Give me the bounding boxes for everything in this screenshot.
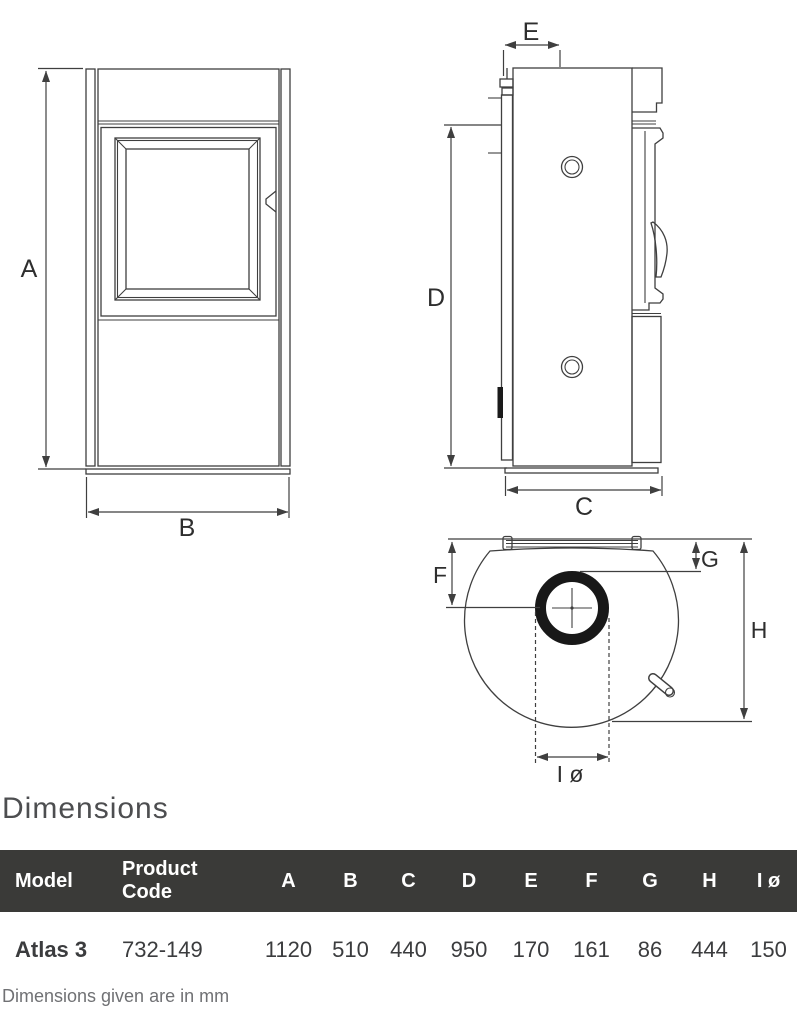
- side-body: [513, 68, 632, 466]
- front-door-handle: [266, 191, 276, 212]
- front-view-drawing: [21, 69, 290, 543]
- cell-d: 950: [450, 937, 488, 962]
- side-base-plate: [505, 468, 658, 473]
- side-back-panel: [502, 95, 513, 460]
- page-title: Dimensions: [2, 792, 169, 825]
- col-header-model: Model: [15, 869, 73, 892]
- side-hinge: [498, 387, 504, 418]
- cell-i-diameter: 150: [750, 937, 787, 962]
- cell-h: 444: [691, 937, 728, 962]
- side-door-profile: [632, 128, 663, 310]
- col-header-d: D: [461, 869, 477, 892]
- dim-label-B: B: [178, 514, 196, 542]
- dim-label-I-diameter: I ø: [556, 761, 584, 787]
- dim-label-A: A: [20, 255, 38, 283]
- front-right-panel: [281, 69, 290, 466]
- cell-e: 170: [512, 937, 550, 962]
- table-row: [0, 912, 797, 988]
- window-glass: [126, 149, 249, 289]
- dim-label-G: G: [701, 546, 719, 572]
- side-door-handle: [651, 222, 667, 277]
- dim-label-H: H: [750, 617, 768, 643]
- col-header-e: E: [524, 869, 538, 892]
- col-header-g: G: [642, 869, 658, 892]
- side-bottom-panel: [632, 317, 661, 463]
- front-door: [101, 128, 276, 317]
- table-header-row: [0, 850, 797, 912]
- front-base-plate: [86, 469, 290, 474]
- col-header-i-diameter: I ø: [756, 869, 781, 892]
- spec-table: [0, 850, 797, 988]
- cell-model: Atlas 3: [15, 937, 88, 962]
- col-header-c: C: [401, 869, 416, 892]
- front-left-panel: [86, 69, 95, 466]
- col-header-f: F: [585, 869, 598, 892]
- dim-label-C: C: [574, 493, 594, 521]
- col-header-h: H: [702, 869, 717, 892]
- window-outer-frame: [115, 138, 260, 300]
- cell-c: 440: [390, 937, 427, 962]
- cell-a: 1120: [264, 937, 313, 962]
- cell-b: 510: [332, 937, 369, 962]
- col-header-a: A: [281, 869, 296, 892]
- cell-f: 161: [573, 937, 610, 962]
- cell-g: 86: [637, 937, 663, 962]
- dim-label-F: F: [432, 562, 448, 588]
- front-body: [98, 69, 279, 466]
- cell-product-code: 732-149: [122, 937, 203, 962]
- dim-label-D: D: [426, 284, 446, 312]
- col-header-b: B: [343, 869, 358, 892]
- col-header-product-code: Product Code: [122, 858, 198, 903]
- side-top-chamber: [632, 68, 662, 112]
- side-view-drawing: [427, 18, 667, 521]
- top-view-drawing: [433, 537, 767, 788]
- dim-label-E: E: [522, 18, 540, 46]
- footer-note: Dimensions given are in mm: [2, 986, 230, 1006]
